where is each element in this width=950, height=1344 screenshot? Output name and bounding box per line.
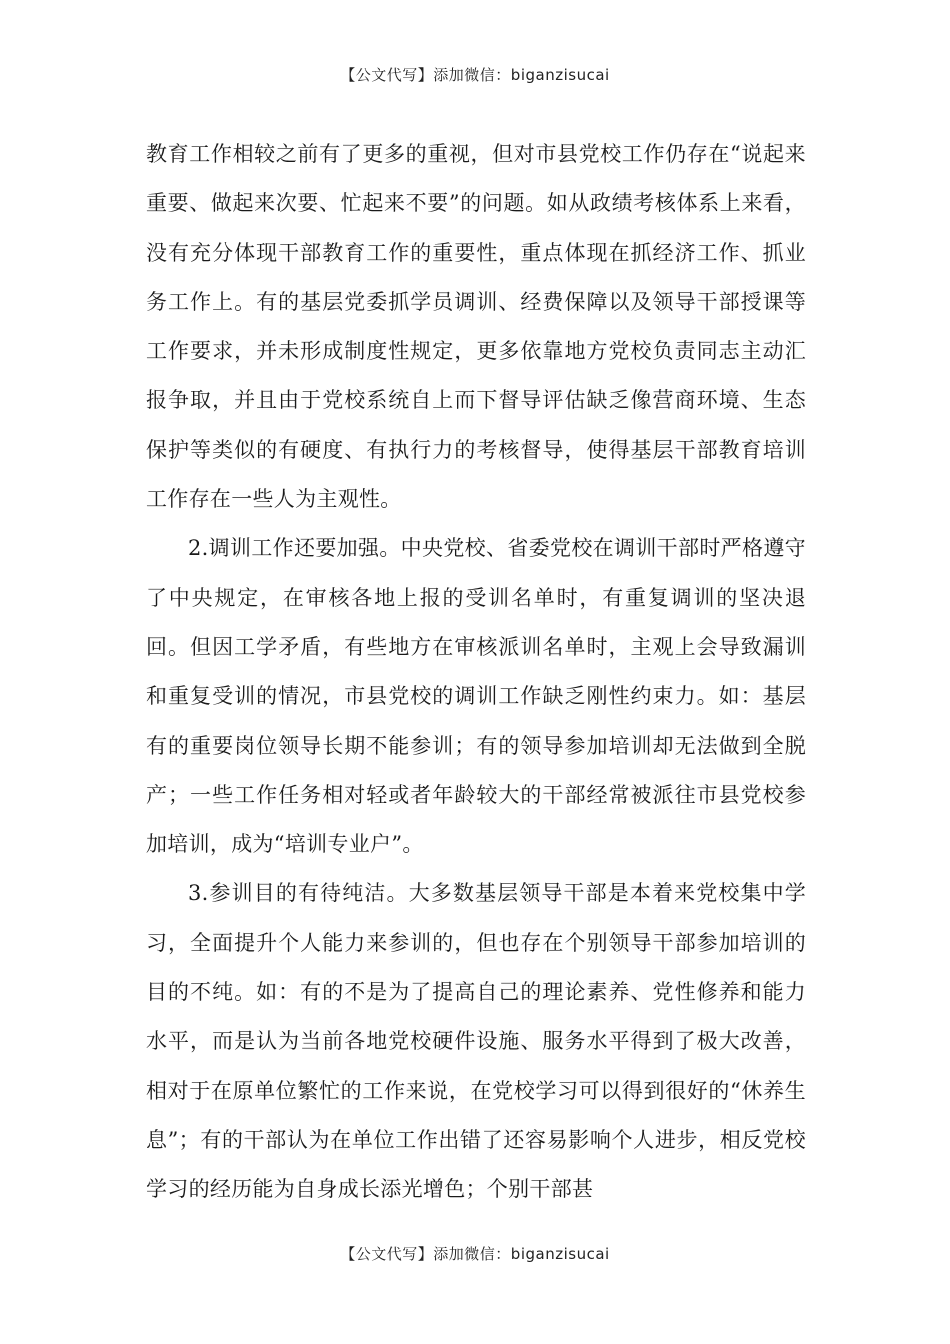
page-footer: 【公文代写】添加微信：biganzisucai [340, 1245, 610, 1263]
paragraph-continued: 教育工作相较之前有了更多的重视，但对市县党校工作仍存在“说起来重要、做起来次要、忙起来不要”的问题。如从政绩考核体系上来看，没有充分体现干部教育工作的重要性，重点体现在抓经济工作、抓业务工作上。有的基层党委抓学员调训、经费保障以及领导干部授课等工作要求，并未形成制度性规定，更多依靠地方党校负责同志主动汇报争取，并且由于党校系统自上而下督导评估缺乏像营商环境、生态保护等类似的有硬度、有执行力的考核督导，使得基层干部教育培训工作存在一些人为主观性。 [146, 142, 806, 512]
page-header: 【公文代写】添加微信：biganzisucai [340, 66, 610, 84]
paragraph-training-purpose: 3.参训目的有待纯洁。大多数基层领导干部是本着来党校集中学习，全面提升个人能力来参训的，但也存在个别领导干部参加培训的目的不纯。如：有的不是为了提高自己的理论素养、党性修养和能力水平，而是认为当前各地党校硬件设施、服务水平得到了极大改善，相对于在原单位繁忙的工作来说，在党校学习可以得到很好的“休养生息”；有的干部认为在单位工作出错了还容易影响个人进步，相反党校学习的经历能为自身成长添光增色；个别干部甚 [146, 881, 806, 1202]
paragraph-training-dispatch: 2.调训工作还要加强。中央党校、省委党校在调训干部时严格遵守了中央规定，在审核各地上报的受训名单时，有重复调训的坚决退回。但因工学矛盾，有些地方在审核派训名单时，主观上会导致漏训和重复受训的情况，市县党校的调训工作缺乏刚性约束力。如：基层有的重要岗位领导长期不能参训；有的领导参加培训却无法做到全脱产；一些工作任务相对轻或者年龄较大的干部经常被派往市县党校参加培训，成为“培训专业户”。 [146, 536, 806, 857]
document-body [146, 130, 806, 1215]
